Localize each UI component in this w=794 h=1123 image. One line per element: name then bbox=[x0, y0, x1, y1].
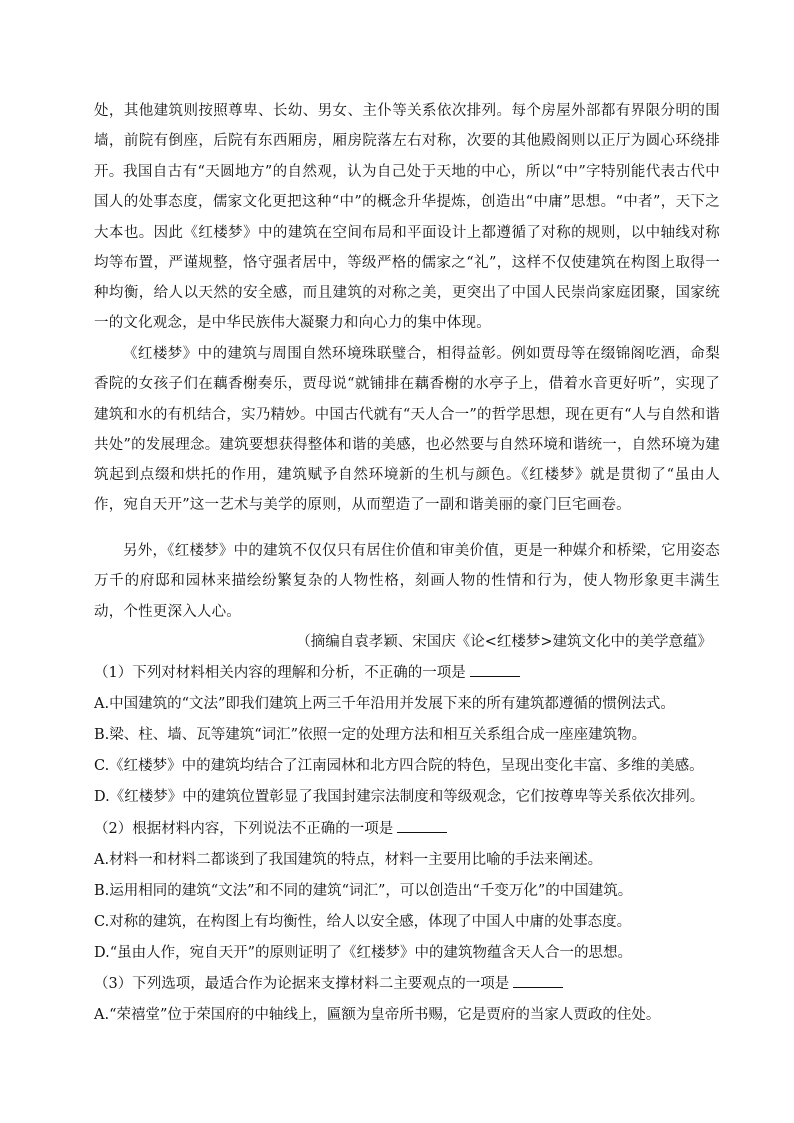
question-stem-text: （3）下列选项，最适合作为论据来支撑材料二主要观点的一项是 bbox=[94, 976, 510, 992]
passage-paragraph-3: 《红楼梦》中的建筑与周围自然环境珠联璧合，相得益彰。例如贾母等在缀锦阁吃酒，命梨香院的女孩子们在藕香榭奏乐，贾母说“就铺排在藕香榭的水亭子上，借着水音更好听”，实现了建筑和水的有机结合，实乃精妙。中国古代就有“天人合一”的哲学思想，现在更有“人与自然和谐共处”的发展理念。建筑要想获得整体和谐的美感，也必然要与自然环境和谐统一，自然环境为建筑起到点缀和烘托的作用，建筑赋予自然环境新的生机与颜色。《红楼梦》就是贯彻了“虽由人作，宛自天开”这一艺术与美学的原则，从而塑造了一副和谐美丽的豪门巨宅画卷。 bbox=[94, 346, 720, 514]
question-2-option-b: B.运用相同的建筑“文法”和不同的建筑“词汇”，可以创造出“千变万化”的中国建筑。 bbox=[94, 883, 633, 899]
question-1-option-b: B.梁、柱、墙、瓦等建筑“词汇”依照一定的处理方法和相互关系组合成一座座建筑物。 bbox=[94, 727, 647, 743]
answer-blank[interactable] bbox=[397, 818, 447, 833]
passage-paragraph-1: 处，其他建筑则按照尊卑、长幼、男女、主仆等关系依次排列。每个房屋外部都有界限分明的围墙，前院有倒座，后院有东西厢房，厢房院落左右对称，次要的其他殿阁则以正厅为圆心环绕排开。 bbox=[94, 103, 720, 180]
question-2-option-d: D.“虽由人作，宛自天开”的原则证明了《红楼梦》中的建筑物蕴含天人合一的思想。 bbox=[94, 945, 633, 961]
question-3-stem bbox=[94, 969, 720, 999]
question-1-option-a: A.中国建筑的“文法”即我们建筑上两三千年沿用并发展下来的所有建筑都遵循的惯例法式。 bbox=[94, 696, 675, 712]
passage-paragraph-4: 另外，《红楼梦》中的建筑不仅仅只有居住价值和审美价值，更是一种媒介和桥梁，它用姿态万千的府邸和园林来描绘纷繁复杂的人物性格，刻画人物的性情和行为，使人物形象更丰满生动，个性更深入人心。 bbox=[94, 543, 720, 620]
question-2-stem bbox=[94, 814, 720, 844]
question-stem-text: （1）下列对材料相关内容的理解和分析，不正确的一项是 bbox=[94, 665, 466, 681]
question-1-option-c: C.《红楼梦》中的建筑均结合了江南园林和北方四合院的特色，呈现出变化丰富、多维的美感。 bbox=[94, 758, 704, 774]
question-1-option-d: D.《红楼梦》中的建筑位置彰显了我国封建宗法制度和等级观念，它们按尊卑等关系依次排列。 bbox=[94, 789, 705, 805]
question-3-option-a: A.“荣禧堂”位于荣国府的中轴线上，匾额为皇帝所书赐，它是贾府的当家人贾政的住处。 bbox=[94, 1007, 661, 1023]
question-2-option-a: A.材料一和材料二都谈到了我国建筑的特点，材料一主要用比喻的手法来阐述。 bbox=[94, 852, 603, 868]
source-citation: （摘编自袁孝颖、宋国庆《论<红楼梦>建筑文化中的美学意蕴》 bbox=[296, 634, 712, 650]
question-2-option-c: C.对称的建筑，在构图上有均衡性，给人以安全感，体现了中国人中庸的处事态度。 bbox=[94, 914, 632, 930]
answer-blank[interactable] bbox=[513, 973, 563, 988]
question-1-stem bbox=[94, 658, 720, 688]
question-stem-text: （2）根据材料内容，下列说法不正确的一项是 bbox=[94, 821, 394, 837]
passage-paragraph-2: 我国自古有“天圆地方”的自然观，认为自己处于天地的中心，所以“中”字特别能代表古代中国人的处事态度，儒家文化更把这种“中”的概念升华提炼，创造出“中庸”思想。“中者”，天下之大本也。因此《红楼梦》中的建筑在空间布局和平面设计上都遵循了对称的规则，以中轴线对称均等布置，严谨规整，恪守强者居中，等级严格的儒家之“礼”，这样不仅使建筑在构图上取得一种均衡，给人以天然的安全感，而且建筑的对称之美，更突出了中国人民崇尚家庭团聚，国家统一的文化观念，是中华民族伟大凝聚力和向心力的集中体现。 bbox=[94, 164, 720, 332]
answer-blank[interactable] bbox=[470, 662, 520, 677]
